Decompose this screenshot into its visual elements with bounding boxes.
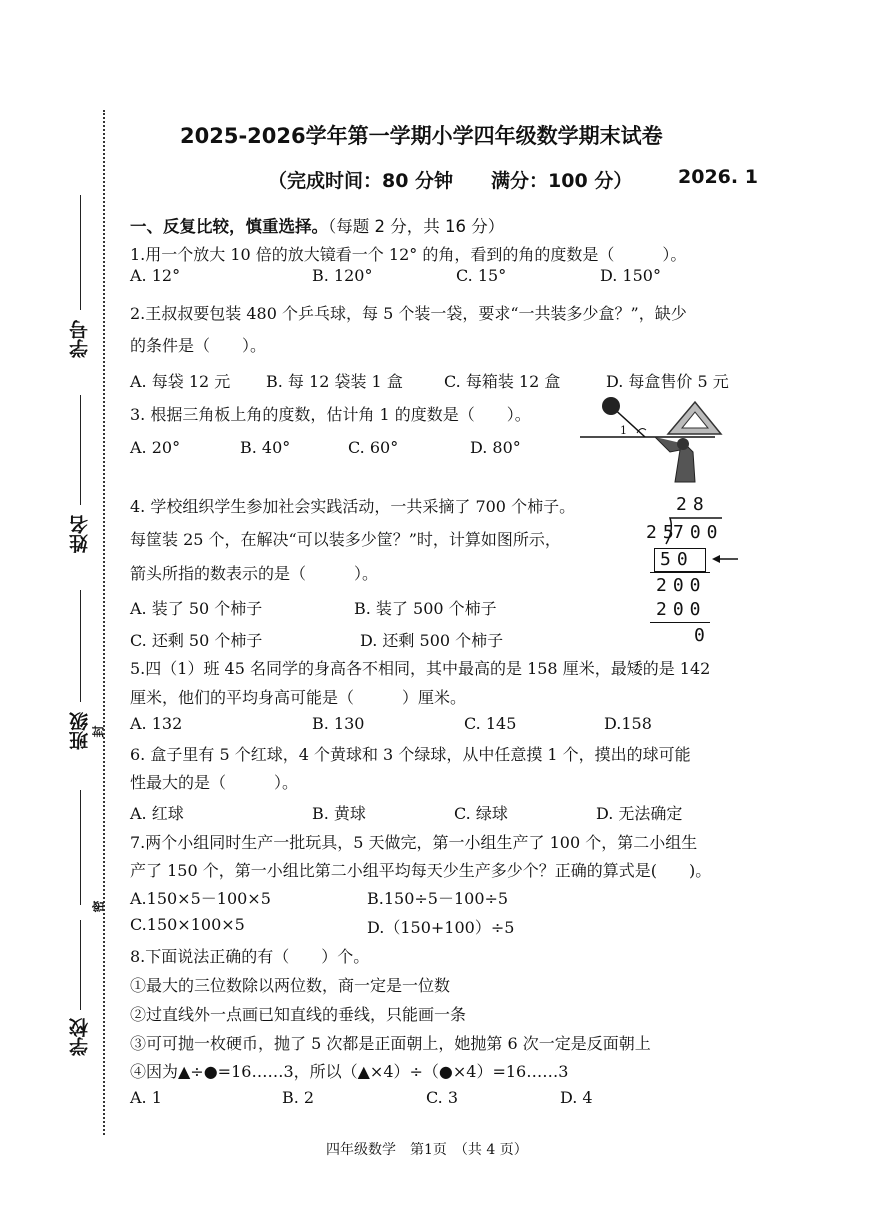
name-line [80, 395, 81, 505]
q5-option-a: A. 132 [130, 714, 183, 733]
division-step1: 50 [660, 549, 694, 570]
q8-option-b: B. 2 [282, 1088, 315, 1107]
q8-option-a: A. 1 [130, 1088, 162, 1107]
q8-statement-4: ④因为▲÷●=16……3，所以（▲×4）÷（●×4）=16……3 [130, 1062, 569, 1081]
student-id-label: 学号 [69, 320, 91, 358]
class-label: 班级 [69, 712, 91, 750]
division-divisor: 25 [646, 522, 680, 543]
question-6-line-2: 性最大的是（ ）。 [130, 773, 299, 792]
section-title: 一、反复比较，慎重选择。 [130, 217, 328, 236]
division-dividend: 700 [673, 522, 724, 543]
q8-option-d: D. 4 [560, 1088, 593, 1107]
q7-option-c: C.150×100×5 [130, 915, 245, 934]
question-4-line-3: 箭头所指的数表示的是（ ）。 [130, 564, 379, 583]
division-line-2 [650, 622, 710, 623]
line-above-seal [80, 790, 81, 905]
class-line [80, 590, 81, 702]
section-scoring: （每题 2 分，共 16 分） [328, 217, 505, 236]
q4-option-d: D. 还剩 500 个柿子 [360, 631, 504, 650]
q7-option-b: B.150÷5－100÷5 [367, 889, 509, 908]
q6-option-d: D. 无法确定 [596, 804, 683, 823]
q6-option-c: C. 绿球 [454, 804, 508, 823]
q2-option-a: A. 每袋 12 元 [130, 372, 231, 391]
seal-char-feng: 封 [91, 725, 106, 738]
q2-option-c: C. 每箱装 12 盒 [444, 372, 561, 391]
q6-option-b: B. 黄球 [312, 804, 366, 823]
school-line [80, 920, 81, 1010]
q1-option-c: C. 15° [456, 266, 507, 285]
question-6-line-1: 6. 盒子里有 5 个红球，4 个黄球和 3 个绿球，从中任意摸 1 个，摸出的球可能 [130, 745, 691, 764]
q1-option-d: D. 150° [600, 266, 661, 285]
arrow-left-icon [710, 550, 740, 570]
exam-title: 2025-2026学年第一学期小学四年级数学期末试卷 [180, 124, 663, 148]
question-2-line-1: 2.王叔叔要包装 480 个乒乓球，每 5 个装一袋，要求“一共装多少盒？”，缺少 [130, 304, 687, 323]
q5-option-c: C. 145 [464, 714, 517, 733]
q2-option-d: D. 每盒售价 5 元 [606, 372, 729, 391]
q8-statement-3: ③可可抛一枚硬币，抛了 5 次都是正面朝上，她抛第 6 次一定是反面朝上 [130, 1034, 651, 1053]
q1-option-b: B. 120° [312, 266, 373, 285]
seal-char-mi: 密 [91, 900, 106, 913]
q1-option-a: A. 12° [130, 266, 181, 285]
q8-statement-1: ①最大的三位数除以两位数，商一定是一位数 [130, 976, 451, 995]
q4-option-a: A. 装了 50 个柿子 [130, 599, 263, 618]
q7-option-d: D.（150+100）÷5 [367, 918, 515, 937]
q3-option-d: D. 80° [470, 438, 521, 457]
division-quotient: 28 [676, 494, 710, 515]
q8-option-c: C. 3 [426, 1088, 459, 1107]
q5-option-b: B. 130 [312, 714, 365, 733]
q4-option-c: C. 还剩 50 个柿子 [130, 631, 263, 650]
angle-1-label: 1 [620, 424, 627, 437]
exam-date: 2026. 1 [678, 166, 758, 188]
q8-statement-2: ②过直线外一点画已知直线的垂线，只能画一条 [130, 1005, 467, 1024]
name-label: 姓名 [69, 515, 91, 553]
q7-option-a: A.150×5－100×5 [130, 889, 271, 908]
exam-time-info: （完成时间：80 分钟 满分：100 分） [268, 170, 633, 192]
student-id-line [80, 195, 81, 310]
division-step2: 200 [656, 575, 707, 596]
question-8: 8.下面说法正确的有（ ）个。 [130, 947, 370, 966]
section-heading [130, 213, 504, 237]
question-4-line-1: 4. 学校组织学生参加社会实践活动，一共采摘了 700 个柿子。 [130, 497, 576, 516]
page-footer: 四年级数学 第1页 （共 4 页） [326, 1142, 528, 1158]
q2-option-b: B. 每 12 袋装 1 盒 [266, 372, 403, 391]
division-step3: 200 [656, 599, 707, 620]
q4-option-b: B. 装了 500 个柿子 [354, 599, 497, 618]
question-3: 3. 根据三角板上角的度数，估计角 1 的度数是（ ）。 [130, 405, 531, 424]
question-7-line-2: 产了 150 个，第一小组比第二小组平均每天少生产多少个？正确的算式是( )。 [130, 861, 712, 880]
question-1: 1.用一个放大 10 倍的放大镜看一个 12° 的角，看到的角的度数是（ ）。 [130, 245, 687, 264]
binding-dotted-line [103, 110, 105, 1135]
division-remainder: 0 [694, 625, 711, 646]
q3-option-a: A. 20° [130, 438, 181, 457]
question-7-line-1: 7.两个小组同时生产一批玩具，5 天做完，第一小组生产了 100 个，第二小组生 [130, 833, 698, 852]
division-line-1 [650, 572, 710, 573]
q3-option-c: C. 60° [348, 438, 399, 457]
triangle-ruler-figure [575, 392, 725, 487]
question-4-line-2: 每筐装 25 个，在解决“可以装多少筐？”时，计算如图所示， [130, 530, 561, 549]
question-5-line-2: 厘米，他们的平均身高可能是（ ）厘米。 [130, 688, 467, 707]
q3-option-b: B. 40° [240, 438, 291, 457]
question-5-line-1: 5.四（1）班 45 名同学的身高各不相同，其中最高的是 158 厘米，最矮的是 142 [130, 659, 711, 678]
q5-option-d: D.158 [604, 714, 652, 733]
question-2-line-2: 的条件是（ ）。 [130, 336, 267, 355]
school-label: 学校 [69, 1018, 91, 1056]
q6-option-a: A. 红球 [130, 804, 184, 823]
